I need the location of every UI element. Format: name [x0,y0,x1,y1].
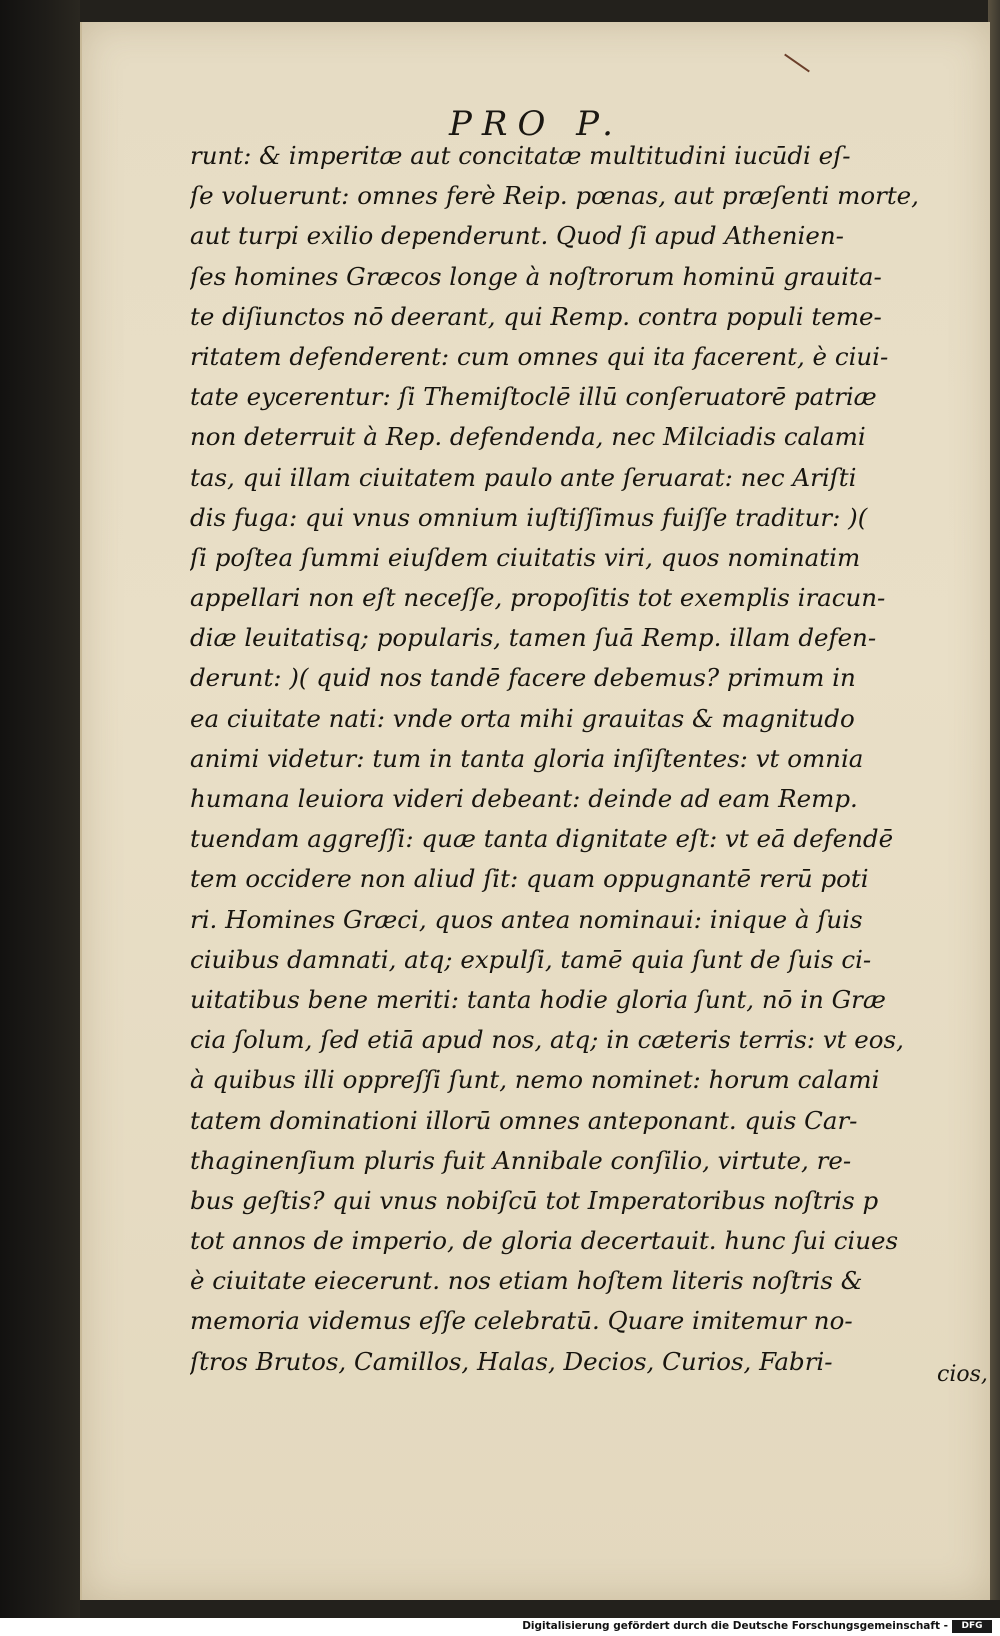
text-line: ritatem defenderent: cum omnes qui ita facerent, è ciui- [190,341,889,371]
catchword: cios, [937,1362,988,1387]
text-line: memoria videmus eſſe celebratū. Quare imitemur no- [190,1306,853,1336]
text-line: aut turpi exilio dependerunt. Quod ſi apud Athenien- [190,221,844,251]
text-line: derunt: )( quid nos tandē facere debemus? primum in [190,663,856,693]
text-line: ri. Homines Græci, quos antea nominaui: inique à ſuis [190,904,863,934]
text-line: è ciuitate eiecerunt. nos etiam hoſtem literis noſtris & [190,1266,863,1296]
text-line: humana leuiora videri debeant: deinde ad eam Remp. [190,784,858,813]
text-line: animi videtur: tum in tanta gloria inſiſtentes: vt omnia [190,743,864,773]
text-line: dis fuga: qui vnus omnium iuſtiſſimus fuiſſe traditur: )( [190,502,868,532]
text-line: cia ſolum, ſed etiā apud nos, atq; in cæteris terris: vt eos, [190,1025,904,1055]
text-line: diæ leuitatisq; popularis, tamen ſuā Remp. illam defen- [190,623,877,653]
text-line: tot annos de imperio, de gloria decertauit. hunc ſui ciues [190,1226,899,1256]
ink-mark [784,54,810,73]
digitization-credit: Digitalisierung gefördert durch die Deutsche Forschungsgemeinschaft - [522,1620,948,1632]
text-line: thaginenſium pluris fuit Annibale conſilio, virtute, re- [190,1145,852,1175]
dfg-logo: DFG [952,1620,992,1633]
text-line: ciuibus damnati, atq; expulſi, tamē quia ſunt de ſuis ci- [190,944,872,974]
text-line: non deterruit à Rep. defendenda, nec Milciadis calami [190,422,866,452]
text-line: tuendam aggreſſi: quæ tanta dignitate eſt: vt eā defendē [190,824,894,854]
text-line: tatem dominationi illorū omnes anteponant. quis Car- [190,1105,858,1135]
text-line: appellari non eſt neceſſe, propoſitis tot exemplis iracun- [190,583,886,613]
body-text [190,136,950,1382]
text-line: à quibus illi oppreſſi ſunt, nemo nominet: horum calami [190,1065,880,1095]
text-line: tas, qui illam ciuitatem paulo ante ſeruarat: nec Ariſti [190,462,857,492]
text-line: ſe voluerunt: omnes ferè Reip. pœnas, aut præſenti morte, [190,181,919,211]
text-line: tate eycerentur: ſi Themiſtoclē illū conſeruatorē patriæ [190,382,877,412]
text-line: te diſiunctos nō deerant, qui Remp. contra populi teme- [190,301,882,331]
text-line: ſi poſtea ſummi eiuſdem ciuitatis viri, quos nominatim [190,542,861,572]
text-line: tem occidere non aliud ſit: quam oppugnantē rerū poti [190,864,869,894]
running-head: PRO P. [449,104,623,144]
text-line: ſes homines Græcos longe à noſtrorum hominū grauita- [190,261,882,291]
text-line: bus geſtis? qui vnus nobiſcū tot Imperatoribus noſtris p [190,1185,879,1215]
text-line: uitatibus bene meriti: tanta hodie gloria ſunt, nō in Græ [190,984,886,1014]
text-line: runt: & imperitæ aut concitatæ multitudini iucūdi eſ- [190,141,851,170]
text-line: ea ciuitate nati: vnde orta mihi grauitas & magnitudo [190,703,855,733]
book-binding-edge [0,0,80,1636]
text-line: ſtros Brutos, Camillos, Halas, Decios, Curios, Fabri- [190,1346,833,1376]
